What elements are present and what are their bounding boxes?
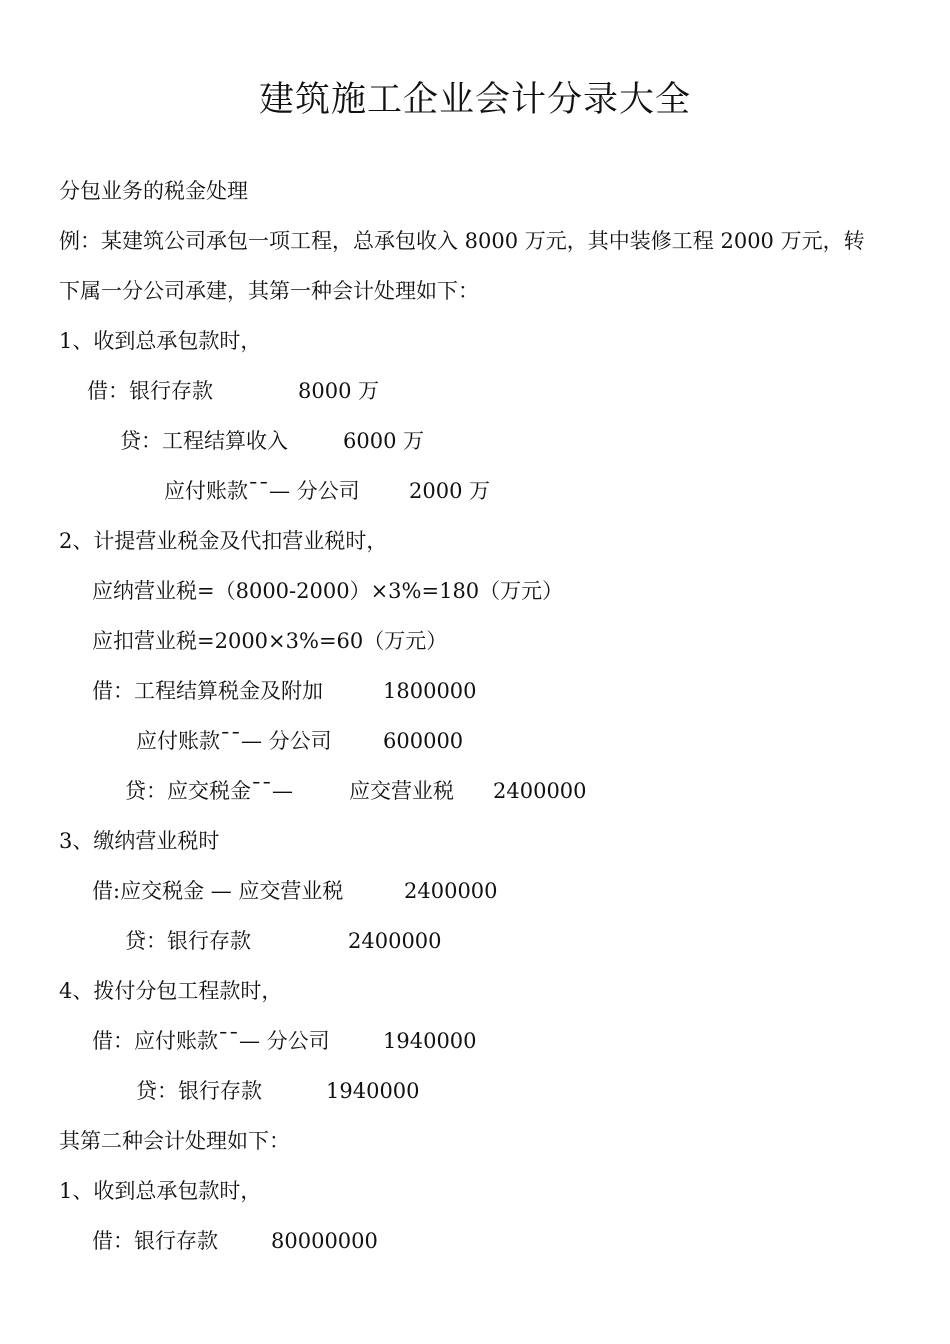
- step-2-heading: 2、计提营业税金及代扣营业税时，: [59, 529, 388, 553]
- debit-amount: 8000 万: [298, 379, 380, 403]
- step-1-heading: 1、收到总承包款时，: [59, 329, 262, 353]
- step-4-heading: 4、拨付分包工程款时，: [59, 979, 283, 1003]
- journal-entry-row: [0, 376, 950, 406]
- credit-amount: 2400000: [493, 779, 587, 803]
- credit-account: 贷：银行存款: [136, 1079, 262, 1103]
- debit-account: 借：工程结算税金及附加: [92, 679, 323, 703]
- debit-amount: 2400000: [404, 879, 498, 903]
- credit-account: 贷：银行存款: [125, 929, 251, 953]
- section-heading: 分包业务的税金处理: [59, 179, 248, 203]
- debit-amount: 1800000: [383, 679, 477, 703]
- credit-account: 贷：工程结算收入: [120, 429, 288, 453]
- journal-entry-row: [0, 676, 950, 706]
- credit-amount: 1940000: [326, 1079, 420, 1103]
- example-text-line-2: 下属一分公司承建，其第一种会计处理如下：: [59, 279, 479, 303]
- debit-account: 应付账款¯¯— 分公司: [136, 729, 332, 753]
- credit-amount: 6000 万: [343, 429, 425, 453]
- step-3-heading: 3、缴纳营业税时: [59, 829, 220, 853]
- credit-account: 贷：应交税金¯¯—: [125, 779, 293, 803]
- journal-entry-row: [0, 726, 950, 756]
- tax-formula: 应扣营业税=2000×3%=60（万元）: [92, 629, 448, 653]
- debit-amount: 1940000: [383, 1029, 477, 1053]
- journal-entry-row: [0, 876, 950, 906]
- tax-formula: 应纳营业税=（8000-2000）×3%=180（万元）: [92, 579, 564, 603]
- credit-subaccount: 应交营业税: [349, 779, 454, 803]
- credit-account: 应付账款¯¯— 分公司: [164, 479, 360, 503]
- journal-entry-row: [0, 426, 950, 456]
- credit-amount: 2000 万: [409, 479, 491, 503]
- debit-amount: 80000000: [271, 1229, 378, 1253]
- journal-entry-row: [0, 1026, 950, 1056]
- credit-amount: 2400000: [348, 929, 442, 953]
- document-title: 建筑施工企业会计分录大全: [258, 80, 691, 120]
- journal-entry-row: [0, 476, 950, 506]
- debit-account: 借：银行存款: [92, 1229, 218, 1253]
- debit-amount: 600000: [383, 729, 464, 753]
- debit-account: 借：应付账款¯¯— 分公司: [92, 1029, 330, 1053]
- second-method-heading: 其第二种会计处理如下：: [59, 1129, 290, 1153]
- journal-entry-row: [0, 1076, 950, 1106]
- method-2-step-1-heading: 1、收到总承包款时，: [59, 1179, 262, 1203]
- journal-entry-row: [0, 926, 950, 956]
- example-text-line-1: 例：某建筑公司承包一项工程，总承包收入 8000 万元，其中装修工程 2000 万元，转: [59, 229, 865, 253]
- debit-account: 借:应交税金 — 应交营业税: [92, 879, 344, 903]
- debit-account: 借：银行存款: [87, 379, 213, 403]
- journal-entry-row: [0, 1226, 950, 1256]
- journal-entry-row: [0, 776, 950, 806]
